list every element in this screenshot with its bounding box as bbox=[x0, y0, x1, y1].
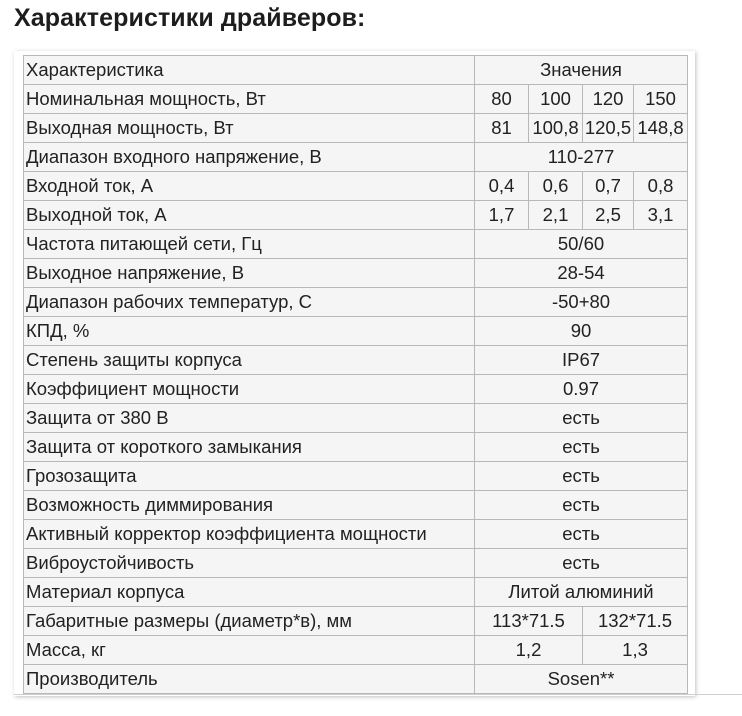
table-row bbox=[24, 665, 688, 694]
row-value: -50+80 bbox=[475, 288, 688, 317]
row-label: Возможность диммирования bbox=[24, 491, 475, 520]
row-value: 28-54 bbox=[475, 259, 688, 288]
row-label: Масса, кг bbox=[24, 636, 475, 665]
table-row bbox=[24, 259, 688, 288]
row-value: 2,5 bbox=[583, 201, 634, 230]
row-value: 100 bbox=[529, 85, 583, 114]
table-row bbox=[24, 549, 688, 578]
page-title: Характеристики драйверов: bbox=[14, 4, 366, 32]
table-row bbox=[24, 375, 688, 404]
row-value: 132*71.5 bbox=[583, 607, 688, 636]
table-row bbox=[24, 346, 688, 375]
row-label: Выходной ток, А bbox=[24, 201, 475, 230]
row-label: Грозозащита bbox=[24, 462, 475, 491]
specs-table bbox=[23, 55, 688, 694]
row-value: 0.97 bbox=[475, 375, 688, 404]
row-value: есть bbox=[475, 549, 688, 578]
row-value: Sosen** bbox=[475, 665, 688, 694]
row-value: 1,2 bbox=[475, 636, 583, 665]
table-row bbox=[24, 114, 688, 143]
table-row bbox=[24, 85, 688, 114]
row-value: 80 bbox=[475, 85, 529, 114]
table-row bbox=[24, 143, 688, 172]
row-label: Защита от короткого замыкания bbox=[24, 433, 475, 462]
row-value: есть bbox=[475, 433, 688, 462]
row-value: есть bbox=[475, 462, 688, 491]
row-label: Выходная мощность, Вт bbox=[24, 114, 475, 143]
row-value: 1,7 bbox=[475, 201, 529, 230]
row-label: Частота питающей сети, Гц bbox=[24, 230, 475, 259]
row-value: 81 bbox=[475, 114, 529, 143]
row-value: 2,1 bbox=[529, 201, 583, 230]
table-row bbox=[24, 491, 688, 520]
row-label: Степень защиты корпуса bbox=[24, 346, 475, 375]
table-row bbox=[24, 201, 688, 230]
row-label: Материал корпуса bbox=[24, 578, 475, 607]
row-value: 110-277 bbox=[475, 143, 688, 172]
row-label: Защита от 380 В bbox=[24, 404, 475, 433]
row-value: 50/60 bbox=[475, 230, 688, 259]
table-row bbox=[24, 433, 688, 462]
row-label: Входной ток, А bbox=[24, 172, 475, 201]
row-value: 0,6 bbox=[529, 172, 583, 201]
row-label: КПД, % bbox=[24, 317, 475, 346]
row-value: 0,8 bbox=[634, 172, 688, 201]
table-row bbox=[24, 578, 688, 607]
row-label: Габаритные размеры (диаметр*в), мм bbox=[24, 607, 475, 636]
row-label: Номинальная мощность, Вт bbox=[24, 85, 475, 114]
row-value: 1,3 bbox=[583, 636, 688, 665]
row-value: 90 bbox=[475, 317, 688, 346]
row-value: 0,4 bbox=[475, 172, 529, 201]
table-row bbox=[24, 317, 688, 346]
table-row bbox=[24, 636, 688, 665]
table-row bbox=[24, 520, 688, 549]
table-row bbox=[24, 404, 688, 433]
row-label: Виброустойчивость bbox=[24, 549, 475, 578]
table-row bbox=[24, 462, 688, 491]
row-value: IP67 bbox=[475, 346, 688, 375]
row-value: 120,5 bbox=[583, 114, 634, 143]
table-header-row bbox=[24, 56, 688, 85]
table-row bbox=[24, 288, 688, 317]
row-value: 150 bbox=[634, 85, 688, 114]
row-label: Выходное напряжение, В bbox=[24, 259, 475, 288]
row-value: 0,7 bbox=[583, 172, 634, 201]
row-value: 113*71.5 bbox=[475, 607, 583, 636]
row-value: есть bbox=[475, 520, 688, 549]
header-value: Значения bbox=[475, 56, 688, 85]
row-label: Производитель bbox=[24, 665, 475, 694]
header-label: Характеристика bbox=[24, 56, 475, 85]
divider bbox=[14, 694, 742, 695]
row-value: 100,8 bbox=[529, 114, 583, 143]
row-label: Диапазон рабочих температур, С bbox=[24, 288, 475, 317]
table-row bbox=[24, 230, 688, 259]
table-row bbox=[24, 607, 688, 636]
row-value: есть bbox=[475, 404, 688, 433]
row-value: 148,8 bbox=[634, 114, 688, 143]
row-value: Литой алюминий bbox=[475, 578, 688, 607]
row-label: Коэффициент мощности bbox=[24, 375, 475, 404]
row-label: Диапазон входного напряжение, В bbox=[24, 143, 475, 172]
row-value: 120 bbox=[583, 85, 634, 114]
row-value: есть bbox=[475, 491, 688, 520]
row-value: 3,1 bbox=[634, 201, 688, 230]
table-row bbox=[24, 172, 688, 201]
row-label: Активный корректор коэффициента мощности bbox=[24, 520, 475, 549]
